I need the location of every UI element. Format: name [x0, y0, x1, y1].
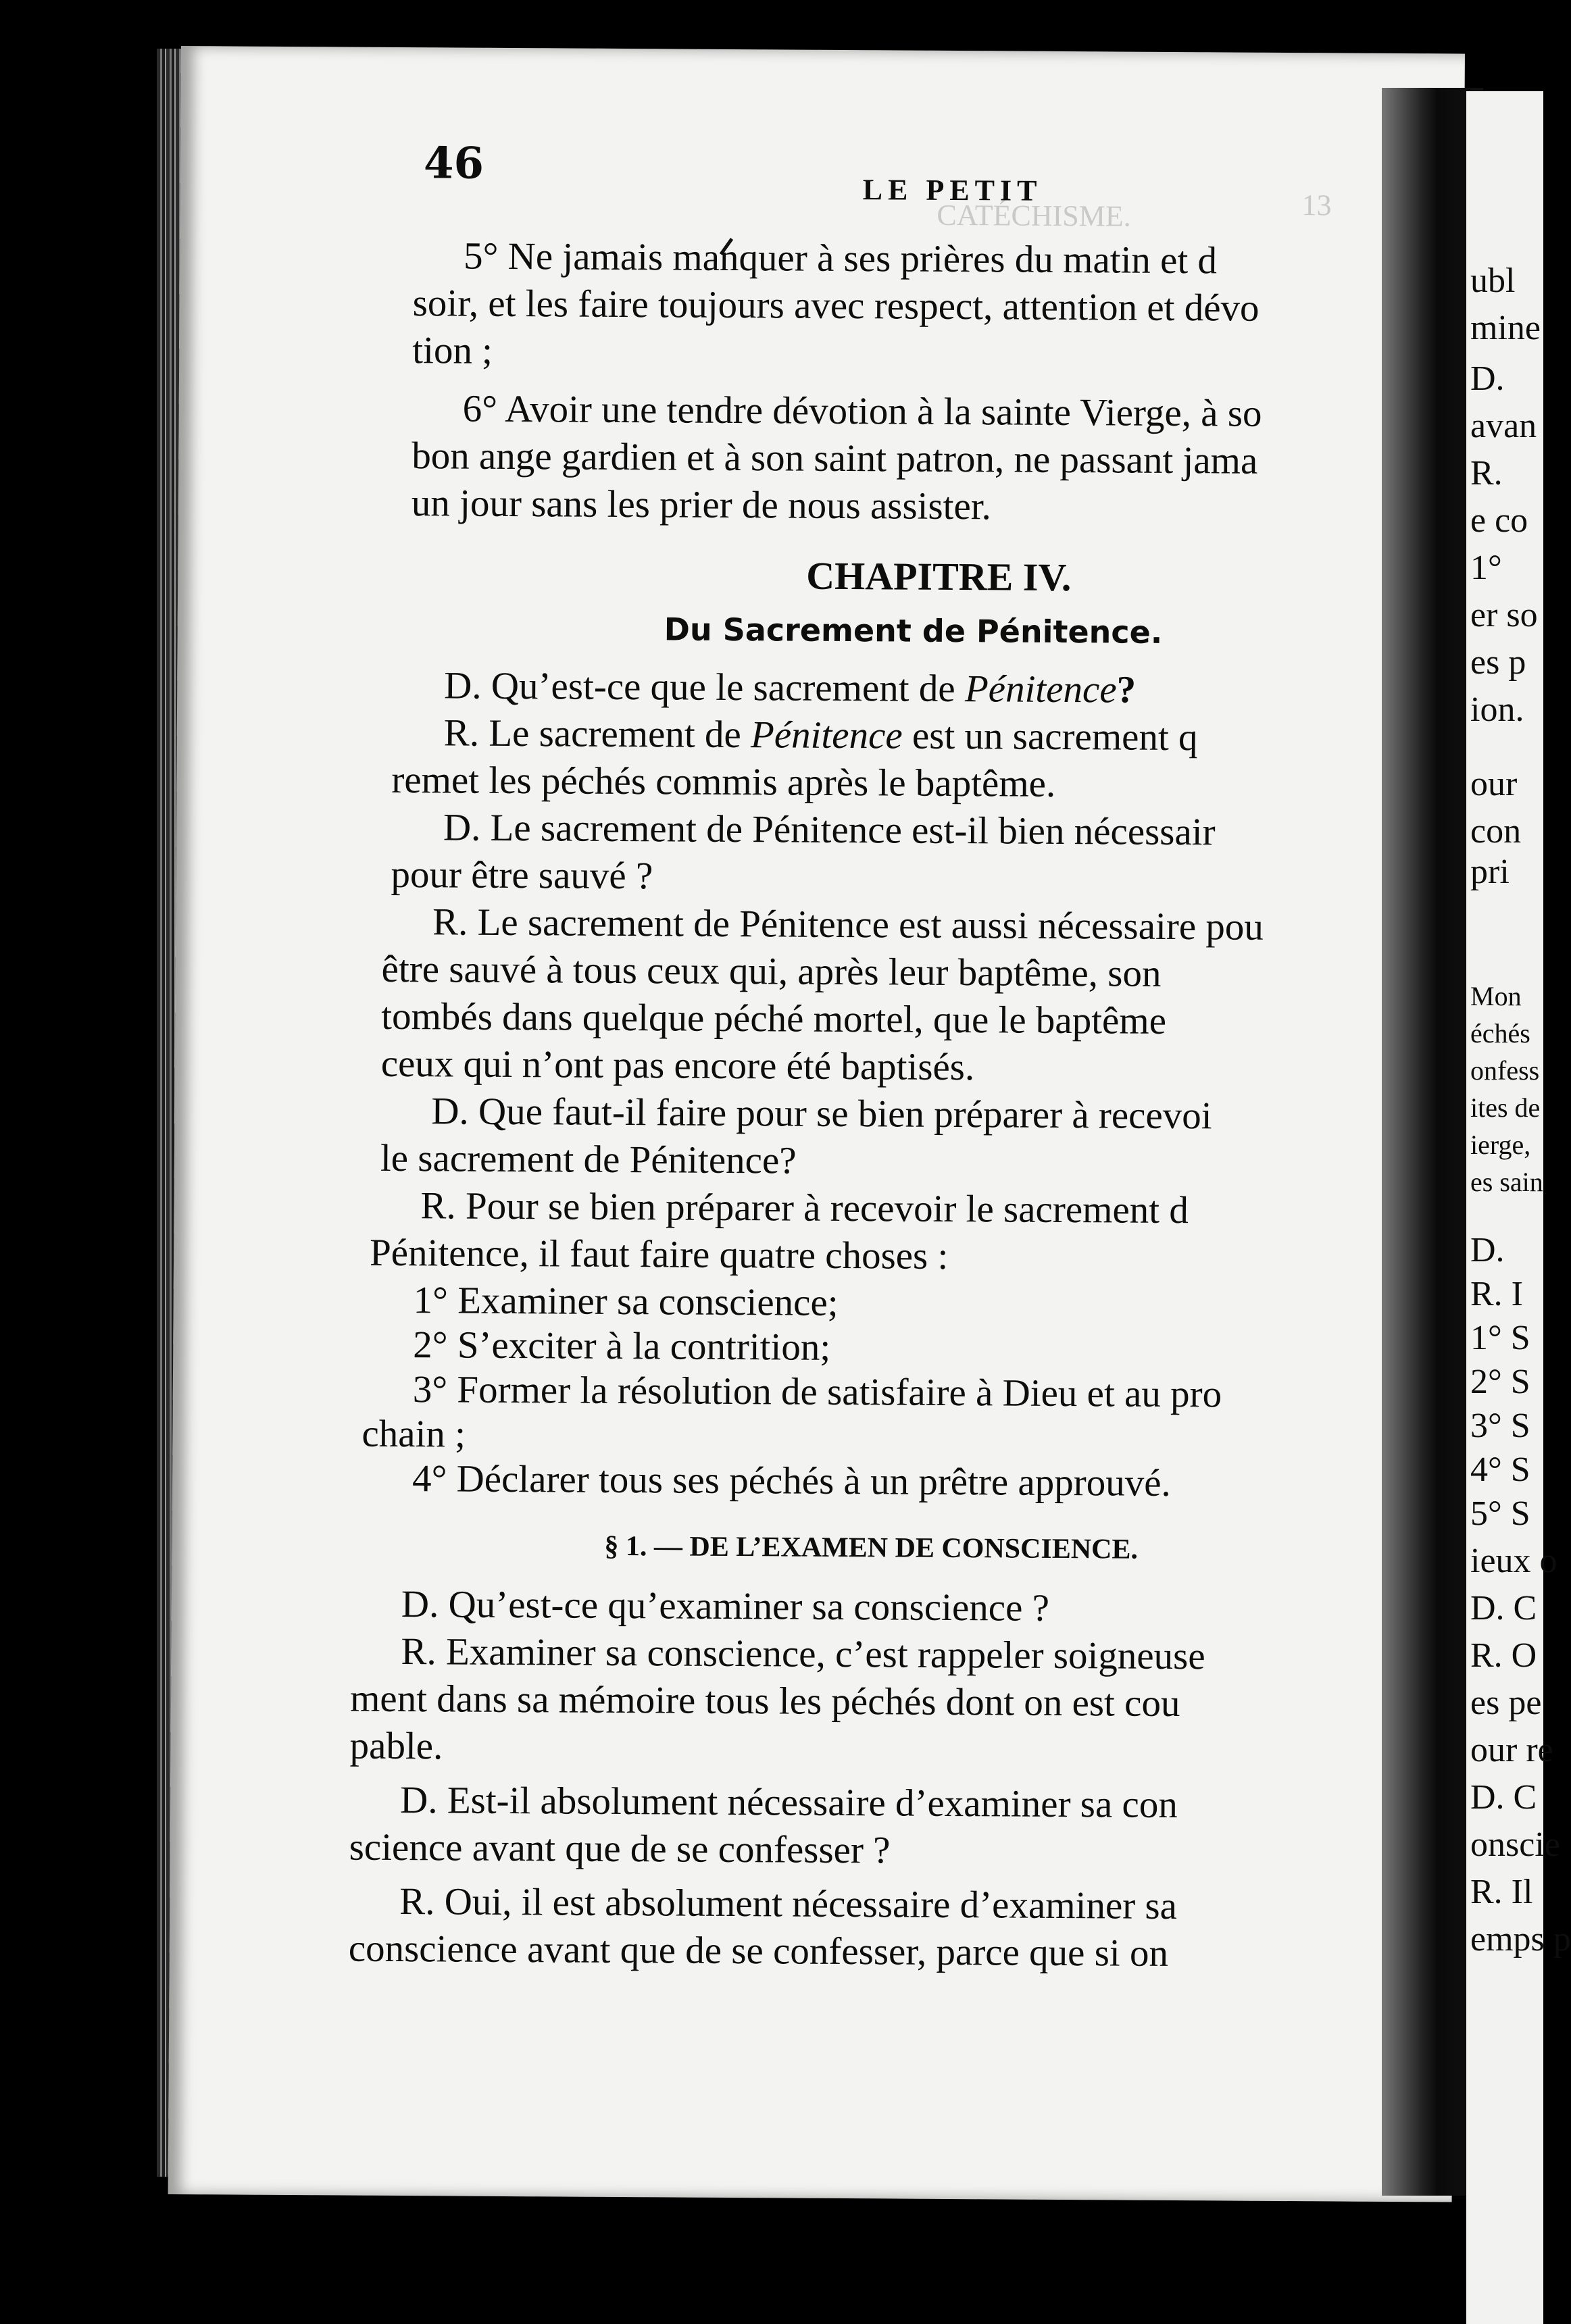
- qa1-response-text: R. Le sacrement de: [443, 711, 751, 757]
- qa2-question-line-1: D. Le sacrement de Pénitence est-il bien nécessair: [443, 806, 1216, 854]
- qa1-response-line-2: remet les péchés commis après le baptême.: [391, 758, 1056, 805]
- qa4-question: D. Qu’est-ce qu’examiner sa conscience ?: [401, 1583, 1050, 1630]
- qa1-question-text: D. Qu’est-ce que le sacrement de: [444, 664, 966, 711]
- right-line: es p: [1470, 643, 1526, 682]
- qa1-response-italic: Pénitence: [750, 713, 903, 757]
- qa1-response-line-1: [444, 713, 1198, 757]
- right-line: es sain: [1470, 1167, 1543, 1197]
- right-line: Mon: [1470, 981, 1522, 1011]
- right-line: D. C: [1470, 1778, 1537, 1817]
- list-item-2: 2° S’exciter à la contrition;: [413, 1323, 831, 1369]
- right-line: es pe: [1470, 1684, 1542, 1722]
- right-line: ierge,: [1470, 1130, 1531, 1160]
- qa3-response-line-1: R. Pour se bien préparer à recevoir le sacrement d: [420, 1184, 1189, 1232]
- para-5-line-2: soir, et les faire toujours avec respect, attention et dévo: [412, 282, 1260, 330]
- page-number: 46: [423, 138, 484, 189]
- right-line: onscie: [1470, 1825, 1560, 1864]
- right-line: con: [1470, 812, 1522, 851]
- right-line: R.: [1470, 454, 1503, 492]
- qa4-response-line-3: pable.: [349, 1724, 443, 1768]
- right-line: 4° S: [1470, 1450, 1530, 1489]
- qa2-response-line-2: être sauvé à tous ceux qui, après leur baptême, son: [381, 947, 1162, 995]
- right-line: ion.: [1470, 690, 1524, 729]
- para-6-line-3: un jour sans les prier de nous assister.: [411, 482, 992, 528]
- list-item-4: 4° Déclarer tous ses péchés à un prêtre approuvé.: [412, 1457, 1171, 1505]
- right-line: ites de: [1470, 1092, 1541, 1123]
- para-6-line-1: 6° Avoir une tendre dévotion à la sainte Vierge, à so: [462, 387, 1262, 435]
- qa2-question-line-2: pour être sauvé ?: [391, 853, 653, 898]
- qa1-question-mark: ?: [1116, 668, 1137, 711]
- qa3-question-line-1: D. Que faut-il faire pour se bien préparer à recevoi: [431, 1090, 1212, 1138]
- list-item-3-line-2: chain ;: [361, 1412, 466, 1456]
- qa4-response-line-2: ment dans sa mémoire tous les péchés dont on est cou: [349, 1677, 1180, 1725]
- bleed-through-heading: CATÉCHISME.: [937, 198, 1131, 233]
- right-line: R. I: [1470, 1275, 1523, 1313]
- list-item-3-line-1: 3° Former la résolution de satisfaire à Dieu et au pro: [412, 1368, 1222, 1416]
- qa5-question-line-2: science avant que de se confesser ?: [349, 1825, 891, 1872]
- qa5-question-line-1: D. Est-il absolument nécessaire d’examiner sa con: [399, 1779, 1178, 1827]
- qa4-response-line-1: R. Examiner sa conscience, c’est rappeler soigneuse: [401, 1630, 1205, 1678]
- right-line: D.: [1470, 359, 1505, 398]
- qa2-response-line-4: ceux qui n’ont pas encore été baptisés.: [380, 1042, 975, 1089]
- right-line: ieux o: [1470, 1542, 1557, 1580]
- list-item-1: 1° Examiner sa conscience;: [413, 1279, 839, 1324]
- running-title: LE PETIT: [862, 173, 1043, 207]
- qa5-response-line-2: conscience avant que de se confesser, parce que si on: [348, 1927, 1169, 1975]
- para-6-line-2: bon ange gardien et à son saint patron, ne passant jama: [412, 434, 1258, 482]
- right-line: e co: [1470, 501, 1528, 540]
- qa1-question: [444, 666, 1136, 709]
- section-title: § 1. — DE L’EXAMEN DE CONSCIENCE.: [604, 1530, 1139, 1565]
- right-line: er so: [1470, 596, 1538, 634]
- right-line: 1°: [1470, 549, 1502, 587]
- qa2-response-line-3: tombés dans quelque péché mortel, que le baptême: [381, 994, 1167, 1042]
- chapter-title: CHAPITRE IV.: [806, 553, 1072, 600]
- qa2-response-line-1: R. Le sacrement de Pénitence est aussi nécessaire pou: [432, 901, 1264, 949]
- chapter-subtitle: Du Sacrement de Pénitence.: [664, 611, 1163, 651]
- right-line: 3° S: [1470, 1407, 1530, 1445]
- right-line: R. O: [1470, 1636, 1537, 1675]
- qa1-question-italic: Pénitence: [964, 667, 1117, 711]
- right-line: 1° S: [1470, 1319, 1530, 1357]
- right-line: our re: [1470, 1731, 1553, 1769]
- qa5-response-line-1: R. Oui, il est absolument nécessaire d’examiner sa: [399, 1880, 1178, 1928]
- bleed-through-mark: 13: [1301, 188, 1332, 222]
- right-line: mine: [1470, 309, 1541, 347]
- right-line: R. Il: [1470, 1873, 1533, 1911]
- right-line: ubl: [1470, 261, 1516, 300]
- right-line: échés: [1470, 1018, 1530, 1049]
- right-line: avan: [1470, 407, 1537, 445]
- right-line: onfess: [1470, 1055, 1540, 1086]
- right-line: 2° S: [1470, 1363, 1530, 1401]
- right-line: pri: [1470, 853, 1510, 891]
- right-page-fragment: [1466, 91, 1571, 2324]
- para-5-line-3: tion ;: [412, 329, 493, 372]
- right-line: 5° S: [1470, 1494, 1530, 1533]
- right-line: our: [1470, 765, 1518, 803]
- qa3-question-line-2: le sacrement de Pénitence?: [380, 1136, 797, 1182]
- qa3-response-line-2: Pénitence, il faut faire quatre choses :: [369, 1231, 949, 1278]
- right-line: D.: [1470, 1231, 1505, 1269]
- left-page: [168, 46, 1465, 2202]
- right-line: D. C: [1470, 1589, 1537, 1627]
- right-line: emps p: [1470, 1920, 1571, 1959]
- qa1-response-suffix: est un sacrement q: [902, 714, 1198, 759]
- para-5-line-1: 5° Ne jamais manquer à ses prières du matin et d: [463, 234, 1218, 282]
